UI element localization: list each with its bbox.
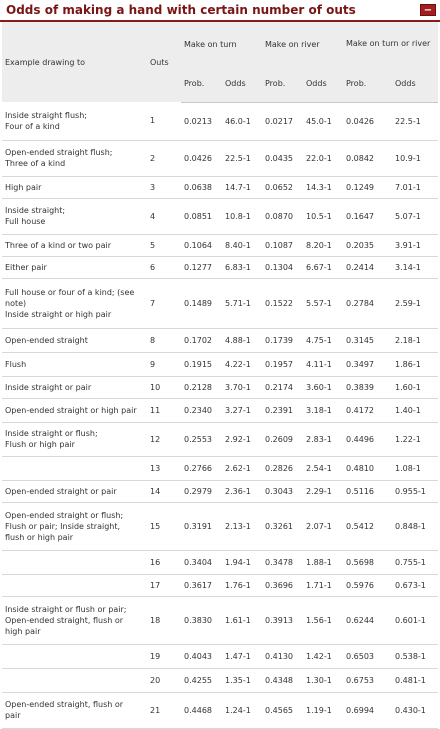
cell-example xyxy=(2,574,147,596)
table-body xyxy=(2,102,438,728)
cell-tr-prob: 0.3839 xyxy=(343,376,392,398)
cell-turn-prob: 0.3404 xyxy=(181,550,222,574)
example-line: Open-ended straight, flush or xyxy=(5,615,124,625)
header-turn-prob: Prob. xyxy=(181,66,222,102)
example-line: Flush or high pair xyxy=(5,440,75,449)
cell-example xyxy=(2,644,147,668)
cell-example xyxy=(2,398,147,422)
cell-example xyxy=(2,422,147,456)
cell-turn-odds: 1.35-1 xyxy=(222,668,262,692)
cell-river-prob: 0.1957 xyxy=(262,352,303,376)
cell-tr-odds: 22.5-1 xyxy=(392,102,438,140)
cell-turn-odds: 2.92-1 xyxy=(222,422,262,456)
cell-tr-odds: 1.40-1 xyxy=(392,398,438,422)
table-row xyxy=(2,668,438,692)
cell-turn-odds: 8.40-1 xyxy=(222,234,262,256)
cell-turn-prob: 0.2553 xyxy=(181,422,222,456)
cell-outs: 17 xyxy=(147,574,181,596)
cell-tr-prob: 0.5698 xyxy=(343,550,392,574)
cell-river-odds: 5.57-1 xyxy=(303,278,343,328)
cell-outs: 21 xyxy=(147,692,181,728)
panel-title: Odds of making a hand with certain number of outs xyxy=(6,3,356,17)
cell-tr-prob: 0.2414 xyxy=(343,256,392,278)
cell-river-prob: 0.3913 xyxy=(262,596,303,644)
cell-example xyxy=(2,692,147,728)
table-row xyxy=(2,102,438,140)
cell-river-odds: 2.29-1 xyxy=(303,480,343,502)
example-line: Open-ended straight or high pair xyxy=(5,405,137,415)
cell-tr-prob: 0.4496 xyxy=(343,422,392,456)
example-line: Three of a kind xyxy=(5,159,66,168)
table-row xyxy=(2,328,438,352)
table-row xyxy=(2,502,438,550)
example-line: Four of a kind xyxy=(5,121,60,131)
table-row xyxy=(2,692,438,728)
cell-turn-prob: 0.4468 xyxy=(181,692,222,728)
cell-turn-odds: 3.70-1 xyxy=(222,376,262,398)
cell-outs: 2 xyxy=(147,140,181,176)
cell-river-prob: 0.1087 xyxy=(262,234,303,256)
cell-river-prob: 0.3043 xyxy=(262,480,303,502)
cell-turn-prob: 0.4255 xyxy=(181,668,222,692)
cell-river-prob: 0.0217 xyxy=(262,102,303,140)
cell-turn-odds: 10.8-1 xyxy=(222,198,262,234)
cell-tr-odds: 2.18-1 xyxy=(392,328,438,352)
cell-river-odds: 2.07-1 xyxy=(303,502,343,550)
cell-example xyxy=(2,278,147,328)
cell-river-prob: 0.0652 xyxy=(262,176,303,198)
cell-river-odds: 1.30-1 xyxy=(303,668,343,692)
cell-outs: 7 xyxy=(147,278,181,328)
cell-outs: 11 xyxy=(147,398,181,422)
table-row xyxy=(2,596,438,644)
example-line: note) xyxy=(5,298,27,308)
header-tr-odds: Odds xyxy=(392,66,438,102)
cell-example xyxy=(2,480,147,502)
cell-example xyxy=(2,352,147,376)
table-row xyxy=(2,176,438,198)
cell-river-prob: 0.2609 xyxy=(262,422,303,456)
cell-river-prob: 0.4130 xyxy=(262,644,303,668)
cell-example xyxy=(2,234,147,256)
cell-tr-prob: 0.6994 xyxy=(343,692,392,728)
cell-river-odds: 22.0-1 xyxy=(303,140,343,176)
table-row xyxy=(2,480,438,502)
cell-tr-prob: 0.1647 xyxy=(343,198,392,234)
cell-tr-odds: 0.955-1 xyxy=(392,480,438,502)
cell-turn-odds: 5.71-1 xyxy=(222,278,262,328)
header-river-odds: Odds xyxy=(303,66,343,102)
cell-turn-prob: 0.2340 xyxy=(181,398,222,422)
cell-tr-prob: 0.5976 xyxy=(343,574,392,596)
cell-example xyxy=(2,328,147,352)
cell-river-odds: 10.5-1 xyxy=(303,198,343,234)
cell-river-prob: 0.4348 xyxy=(262,668,303,692)
cell-tr-odds: 1.08-1 xyxy=(392,456,438,480)
example-line: Open-ended straight or pair xyxy=(5,486,117,496)
collapse-button[interactable] xyxy=(420,4,436,16)
cell-turn-prob: 0.2128 xyxy=(181,376,222,398)
cell-tr-prob: 0.6753 xyxy=(343,668,392,692)
example-line: Open-ended straight flush; xyxy=(5,148,113,157)
cell-tr-odds: 0.848-1 xyxy=(392,502,438,550)
cell-turn-odds: 14.7-1 xyxy=(222,176,262,198)
minus-icon: − xyxy=(423,4,433,16)
cell-tr-odds: 3.14-1 xyxy=(392,256,438,278)
cell-river-prob: 0.1739 xyxy=(262,328,303,352)
cell-turn-odds: 3.27-1 xyxy=(222,398,262,422)
cell-tr-odds: 0.673-1 xyxy=(392,574,438,596)
cell-tr-prob: 0.5412 xyxy=(343,502,392,550)
cell-river-odds: 6.67-1 xyxy=(303,256,343,278)
header-river: Make on river xyxy=(262,22,343,66)
cell-tr-prob: 0.2784 xyxy=(343,278,392,328)
cell-river-prob: 0.0435 xyxy=(262,140,303,176)
cell-river-prob: 0.0870 xyxy=(262,198,303,234)
example-line: Inside straight or pair xyxy=(5,382,92,392)
example-line: Inside straight flush; xyxy=(5,110,87,120)
cell-outs: 14 xyxy=(147,480,181,502)
cell-tr-odds: 0.481-1 xyxy=(392,668,438,692)
table-row xyxy=(2,398,438,422)
cell-river-prob: 0.2391 xyxy=(262,398,303,422)
cell-tr-prob: 0.3145 xyxy=(343,328,392,352)
cell-example xyxy=(2,198,147,234)
cell-turn-prob: 0.3830 xyxy=(181,596,222,644)
table-row xyxy=(2,376,438,398)
cell-outs: 12 xyxy=(147,422,181,456)
cell-tr-prob: 0.0426 xyxy=(343,102,392,140)
cell-turn-odds: 2.36-1 xyxy=(222,480,262,502)
cell-tr-odds: 1.22-1 xyxy=(392,422,438,456)
cell-tr-odds: 0.538-1 xyxy=(392,644,438,668)
cell-turn-prob: 0.4043 xyxy=(181,644,222,668)
cell-outs: 15 xyxy=(147,502,181,550)
table-row xyxy=(2,352,438,376)
cell-outs: 10 xyxy=(147,376,181,398)
table-row xyxy=(2,140,438,176)
table-row xyxy=(2,234,438,256)
cell-outs: 19 xyxy=(147,644,181,668)
header-turn: Make on turn xyxy=(181,22,262,66)
example-line: Open-ended straight or flush; xyxy=(5,510,124,520)
cell-river-odds: 4.11-1 xyxy=(303,352,343,376)
cell-tr-odds: 1.86-1 xyxy=(392,352,438,376)
example-line: Three of a kind or two pair xyxy=(5,240,112,250)
cell-turn-prob: 0.1064 xyxy=(181,234,222,256)
cell-river-prob: 0.3478 xyxy=(262,550,303,574)
cell-example xyxy=(2,502,147,550)
cell-river-odds: 2.54-1 xyxy=(303,456,343,480)
cell-tr-odds: 7.01-1 xyxy=(392,176,438,198)
table-row xyxy=(2,422,438,456)
cell-river-odds: 1.56-1 xyxy=(303,596,343,644)
cell-turn-prob: 0.3617 xyxy=(181,574,222,596)
example-line: Inside straight; xyxy=(5,206,66,215)
cell-outs: 13 xyxy=(147,456,181,480)
cell-example xyxy=(2,668,147,692)
cell-tr-odds: 3.91-1 xyxy=(392,234,438,256)
example-line: pair xyxy=(5,711,21,720)
cell-tr-prob: 0.1249 xyxy=(343,176,392,198)
cell-example xyxy=(2,256,147,278)
cell-river-odds: 45.0-1 xyxy=(303,102,343,140)
cell-turn-prob: 0.2979 xyxy=(181,480,222,502)
cell-turn-prob: 0.1489 xyxy=(181,278,222,328)
cell-turn-odds: 4.88-1 xyxy=(222,328,262,352)
example-line: Inside straight or flush or pair; xyxy=(5,604,127,614)
cell-outs: 4 xyxy=(147,198,181,234)
cell-example xyxy=(2,140,147,176)
cell-turn-odds: 1.76-1 xyxy=(222,574,262,596)
cell-river-odds: 14.3-1 xyxy=(303,176,343,198)
example-line: Inside straight or flush; xyxy=(5,429,98,438)
odds-table xyxy=(2,22,438,729)
cell-outs: 18 xyxy=(147,596,181,644)
example-line: Open-ended straight xyxy=(5,335,88,345)
cell-outs: 20 xyxy=(147,668,181,692)
cell-tr-prob: 0.3497 xyxy=(343,352,392,376)
cell-river-prob: 0.3261 xyxy=(262,502,303,550)
example-line: Inside straight or high pair xyxy=(5,309,112,319)
cell-example xyxy=(2,596,147,644)
cell-river-odds: 1.71-1 xyxy=(303,574,343,596)
example-line: Flush xyxy=(5,359,27,369)
cell-tr-prob: 0.6244 xyxy=(343,596,392,644)
cell-outs: 9 xyxy=(147,352,181,376)
cell-outs: 8 xyxy=(147,328,181,352)
header-example: Example drawing to xyxy=(2,22,147,102)
cell-turn-odds: 22.5-1 xyxy=(222,140,262,176)
cell-tr-prob: 0.6503 xyxy=(343,644,392,668)
table-row xyxy=(2,644,438,668)
cell-tr-odds: 0.430-1 xyxy=(392,692,438,728)
header-tr-prob: Prob. xyxy=(343,66,392,102)
panel-header xyxy=(0,0,440,22)
cell-tr-odds: 10.9-1 xyxy=(392,140,438,176)
table-row xyxy=(2,256,438,278)
cell-tr-prob: 0.2035 xyxy=(343,234,392,256)
cell-turn-odds: 46.0-1 xyxy=(222,102,262,140)
cell-example xyxy=(2,550,147,574)
cell-turn-prob: 0.3191 xyxy=(181,502,222,550)
cell-tr-odds: 0.755-1 xyxy=(392,550,438,574)
header-turn-odds: Odds xyxy=(222,66,262,102)
table-row xyxy=(2,456,438,480)
cell-turn-odds: 2.13-1 xyxy=(222,502,262,550)
cell-turn-odds: 4.22-1 xyxy=(222,352,262,376)
header-turn-or-river: Make on turn or river xyxy=(343,22,438,66)
example-line: high pair xyxy=(5,626,41,636)
cell-river-odds: 4.75-1 xyxy=(303,328,343,352)
cell-tr-odds: 5.07-1 xyxy=(392,198,438,234)
table-row xyxy=(2,198,438,234)
table-row xyxy=(2,278,438,328)
cell-river-odds: 2.83-1 xyxy=(303,422,343,456)
cell-turn-prob: 0.1915 xyxy=(181,352,222,376)
cell-tr-prob: 0.5116 xyxy=(343,480,392,502)
cell-river-odds: 1.19-1 xyxy=(303,692,343,728)
header-outs: Outs xyxy=(147,22,181,102)
cell-outs: 1 xyxy=(147,102,181,140)
cell-river-prob: 0.4565 xyxy=(262,692,303,728)
table-row xyxy=(2,550,438,574)
example-line: Open-ended straight, flush or xyxy=(5,700,124,709)
header-river-prob: Prob. xyxy=(262,66,303,102)
cell-turn-odds: 1.94-1 xyxy=(222,550,262,574)
cell-river-prob: 0.1304 xyxy=(262,256,303,278)
cell-river-odds: 1.42-1 xyxy=(303,644,343,668)
cell-tr-prob: 0.4172 xyxy=(343,398,392,422)
cell-example xyxy=(2,456,147,480)
cell-turn-odds: 6.83-1 xyxy=(222,256,262,278)
cell-turn-odds: 2.62-1 xyxy=(222,456,262,480)
cell-river-prob: 0.1522 xyxy=(262,278,303,328)
cell-turn-odds: 1.24-1 xyxy=(222,692,262,728)
cell-river-prob: 0.3696 xyxy=(262,574,303,596)
cell-turn-prob: 0.2766 xyxy=(181,456,222,480)
cell-example xyxy=(2,376,147,398)
cell-turn-prob: 0.0851 xyxy=(181,198,222,234)
example-line: Full house xyxy=(5,217,46,226)
example-line: Either pair xyxy=(5,262,47,272)
cell-outs: 16 xyxy=(147,550,181,574)
cell-tr-odds: 1.60-1 xyxy=(392,376,438,398)
example-line: High pair xyxy=(5,182,42,192)
cell-river-odds: 1.88-1 xyxy=(303,550,343,574)
cell-river-prob: 0.2174 xyxy=(262,376,303,398)
cell-river-odds: 3.18-1 xyxy=(303,398,343,422)
cell-turn-odds: 1.47-1 xyxy=(222,644,262,668)
cell-tr-odds: 0.601-1 xyxy=(392,596,438,644)
cell-river-odds: 8.20-1 xyxy=(303,234,343,256)
cell-example xyxy=(2,102,147,140)
cell-turn-prob: 0.1277 xyxy=(181,256,222,278)
example-line: Flush or pair; Inside straight, xyxy=(5,521,121,531)
cell-river-odds: 3.60-1 xyxy=(303,376,343,398)
cell-turn-prob: 0.1702 xyxy=(181,328,222,352)
table-row xyxy=(2,574,438,596)
cell-outs: 5 xyxy=(147,234,181,256)
cell-turn-prob: 0.0213 xyxy=(181,102,222,140)
cell-outs: 6 xyxy=(147,256,181,278)
cell-turn-prob: 0.0638 xyxy=(181,176,222,198)
cell-tr-prob: 0.4810 xyxy=(343,456,392,480)
cell-turn-odds: 1.61-1 xyxy=(222,596,262,644)
cell-tr-odds: 2.59-1 xyxy=(392,278,438,328)
example-line: flush or high pair xyxy=(5,532,74,542)
example-line: Full house or four of a kind; (see xyxy=(5,287,135,297)
cell-outs: 3 xyxy=(147,176,181,198)
cell-tr-prob: 0.0842 xyxy=(343,140,392,176)
cell-turn-prob: 0.0426 xyxy=(181,140,222,176)
cell-example xyxy=(2,176,147,198)
cell-river-prob: 0.2826 xyxy=(262,456,303,480)
